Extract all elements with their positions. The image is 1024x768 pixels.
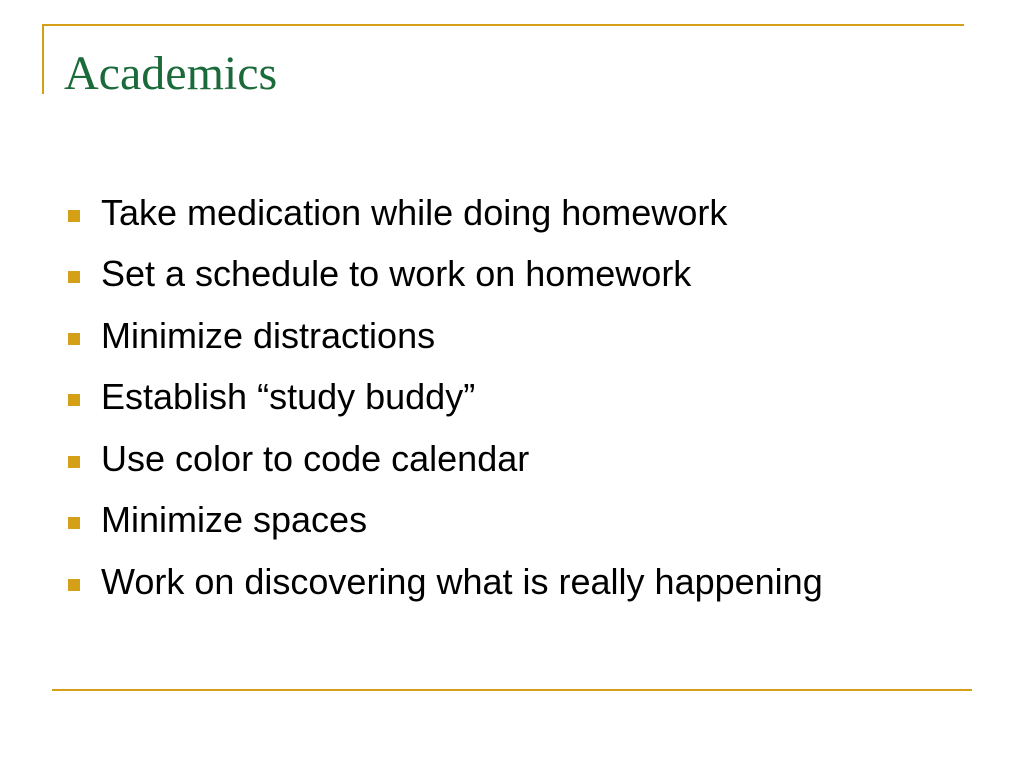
- bullet-item: [64, 244, 984, 306]
- slide-title: Academics: [64, 47, 278, 100]
- bullet-text: Use color to code calendar: [101, 437, 530, 479]
- bullet-text: Set a schedule to work on homework: [101, 253, 692, 295]
- bullet-item: [64, 367, 984, 429]
- bullet-item: [64, 551, 984, 613]
- bullet-text: Establish “study buddy”: [101, 376, 476, 418]
- square-bullet-icon: [68, 394, 80, 406]
- square-bullet-icon: [68, 579, 80, 591]
- bullet-text: Take medication while doing homework: [101, 191, 728, 233]
- square-bullet-icon: [68, 210, 80, 222]
- bullet-item: [64, 428, 984, 490]
- bullet-item: [64, 305, 984, 367]
- top-border-line: [42, 24, 964, 26]
- square-bullet-icon: [68, 333, 80, 345]
- bullet-item: [64, 490, 984, 552]
- bullet-list: [64, 182, 984, 613]
- left-border-line: [42, 24, 44, 94]
- square-bullet-icon: [68, 517, 80, 529]
- bullet-text: Minimize spaces: [101, 499, 368, 541]
- bullet-item: [64, 182, 984, 244]
- square-bullet-icon: [68, 271, 80, 283]
- bottom-divider-line: [52, 689, 972, 691]
- bullet-text: Work on discovering what is really happening: [101, 560, 823, 602]
- square-bullet-icon: [68, 456, 80, 468]
- bullet-text: Minimize distractions: [101, 314, 436, 356]
